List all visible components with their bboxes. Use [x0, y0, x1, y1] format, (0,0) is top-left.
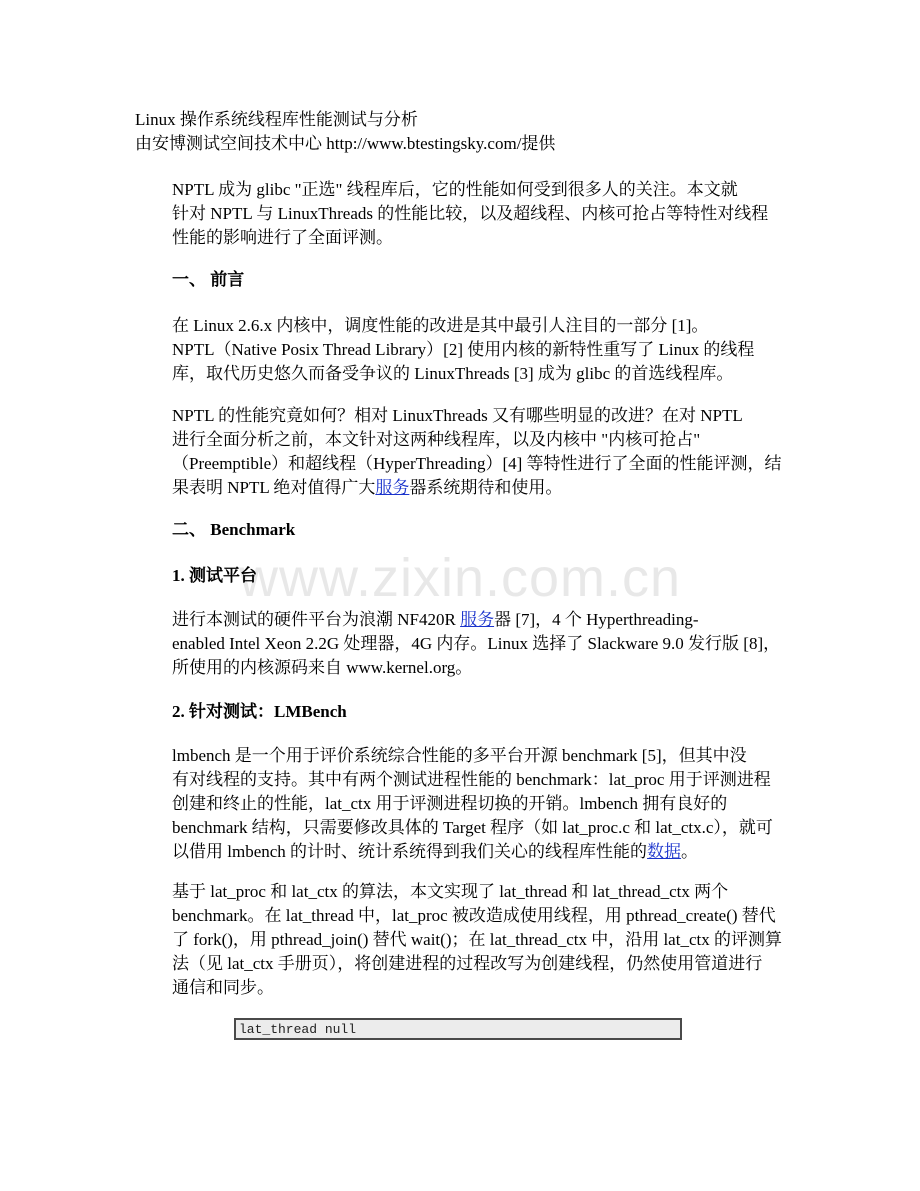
text-line	[135, 840, 785, 864]
text-line: enabled Intel Xeon 2.2G 处理器，4G 内存。Linux 选择了 Slackware 9.0 发行版 [8]，	[172, 634, 781, 653]
section-heading-preface: 一、 前言	[172, 270, 245, 289]
text-segment: 果表明 NPTL 绝对值得广大	[172, 478, 376, 497]
text-line	[135, 608, 785, 632]
text-line: 通信和同步。	[172, 978, 274, 997]
platform-paragraph	[135, 608, 785, 680]
service-link[interactable]: 服务	[460, 610, 495, 629]
lmbench-paragraph-2	[135, 880, 785, 1000]
preface-paragraph-2	[135, 404, 785, 500]
document-header	[135, 108, 555, 156]
text-line: 基于 lat_proc 和 lat_ctx 的算法，本文实现了 lat_thread 和 lat_thread_ctx 两个	[172, 882, 729, 901]
text-line: 创建和终止的性能，lat_ctx 用于评测进程切换的开销。lmbench 拥有良好的	[172, 794, 728, 813]
text-line: 了 fork()，用 pthread_join() 替代 wait()；在 lat_thread_ctx 中，沿用 lat_ctx 的评测算	[172, 930, 782, 949]
subsection-heading-lmbench: 2. 针对测试：LMBench	[172, 702, 347, 721]
preface-paragraph-1	[135, 314, 785, 386]
text-segment: 以借用 lmbench 的计时、统计系统得到我们关心的线程库性能的	[172, 842, 648, 861]
intro-paragraph	[135, 178, 785, 250]
data-link[interactable]: 数据	[647, 842, 682, 861]
text-segment: 器系统期待和使用。	[409, 478, 563, 497]
text-line: 进行全面分析之前，本文针对这两种线程库，以及内核中 "内核可抢占"	[172, 430, 701, 449]
text-line: NPTL（Native Posix Thread Library）[2] 使用内核的新特性重写了 Linux 的线程	[172, 340, 755, 359]
text-line: 性能的影响进行了全面评测。	[172, 228, 393, 247]
text-line: 库，取代历史悠久而备受争议的 LinuxThreads [3] 成为 glibc 的首选线程库。	[172, 364, 734, 383]
text-segment: 。	[681, 842, 699, 861]
text-line: NPTL 成为 glibc "正选" 线程库后，它的性能如何受到很多人的关注。本文就	[172, 180, 738, 199]
watermark: www.zixin.com.cn	[238, 548, 682, 608]
document-title: Linux 操作系统线程库性能测试与分析	[135, 110, 418, 129]
text-line: 在 Linux 2.6.x 内核中，调度性能的改进是其中最引人注目的一部分 [1]。	[172, 316, 709, 335]
text-line: NPTL 的性能究竟如何？相对 LinuxThreads 又有哪些明显的改进？在对 NPTL	[172, 406, 743, 425]
text-line: （Preemptible）和超线程（HyperThreading）[4] 等特性进行了全面的性能评测，结	[172, 454, 782, 473]
source-line: 由安博测试空间技术中心 http://www.btestingsky.com/提供	[135, 134, 556, 153]
text-line: lmbench 是一个用于评价系统综合性能的多平台开源 benchmark [5]，但其中没	[172, 746, 747, 765]
text-line: 针对 NPTL 与 LinuxThreads 的性能比较，以及超线程、内核可抢占等特性对线程	[172, 204, 769, 223]
section-heading-benchmark: 二、 Benchmark	[172, 520, 296, 539]
lmbench-paragraph-1	[135, 744, 785, 864]
text-line: benchmark。在 lat_thread 中，lat_proc 被改造成使用线程，用 pthread_create() 替代	[172, 906, 776, 925]
text-line: 有对线程的支持。其中有两个测试进程性能的 benchmark：lat_proc 用于评测进程	[172, 770, 771, 789]
text-segment: 进行本测试的硬件平台为浪潮 NF420R	[172, 610, 461, 629]
subsection-heading-platform: 1. 测试平台	[172, 566, 257, 585]
text-segment: 器 [7]，4 个 Hyperthreading-	[494, 610, 699, 629]
text-line: benchmark 结构，只需要修改具体的 Target 程序（如 lat_proc.c 和 lat_ctx.c），就可	[172, 818, 773, 837]
code-box	[234, 1018, 682, 1040]
text-line: 法（见 lat_ctx 手册页），将创建进程的过程改写为创建线程，仍然使用管道进行	[172, 954, 763, 973]
service-link[interactable]: 服务	[375, 478, 410, 497]
text-line: 所使用的内核源码来自 www.kernel.org。	[172, 658, 473, 677]
text-line	[135, 476, 785, 500]
code-text: lat_thread null	[239, 1022, 357, 1037]
